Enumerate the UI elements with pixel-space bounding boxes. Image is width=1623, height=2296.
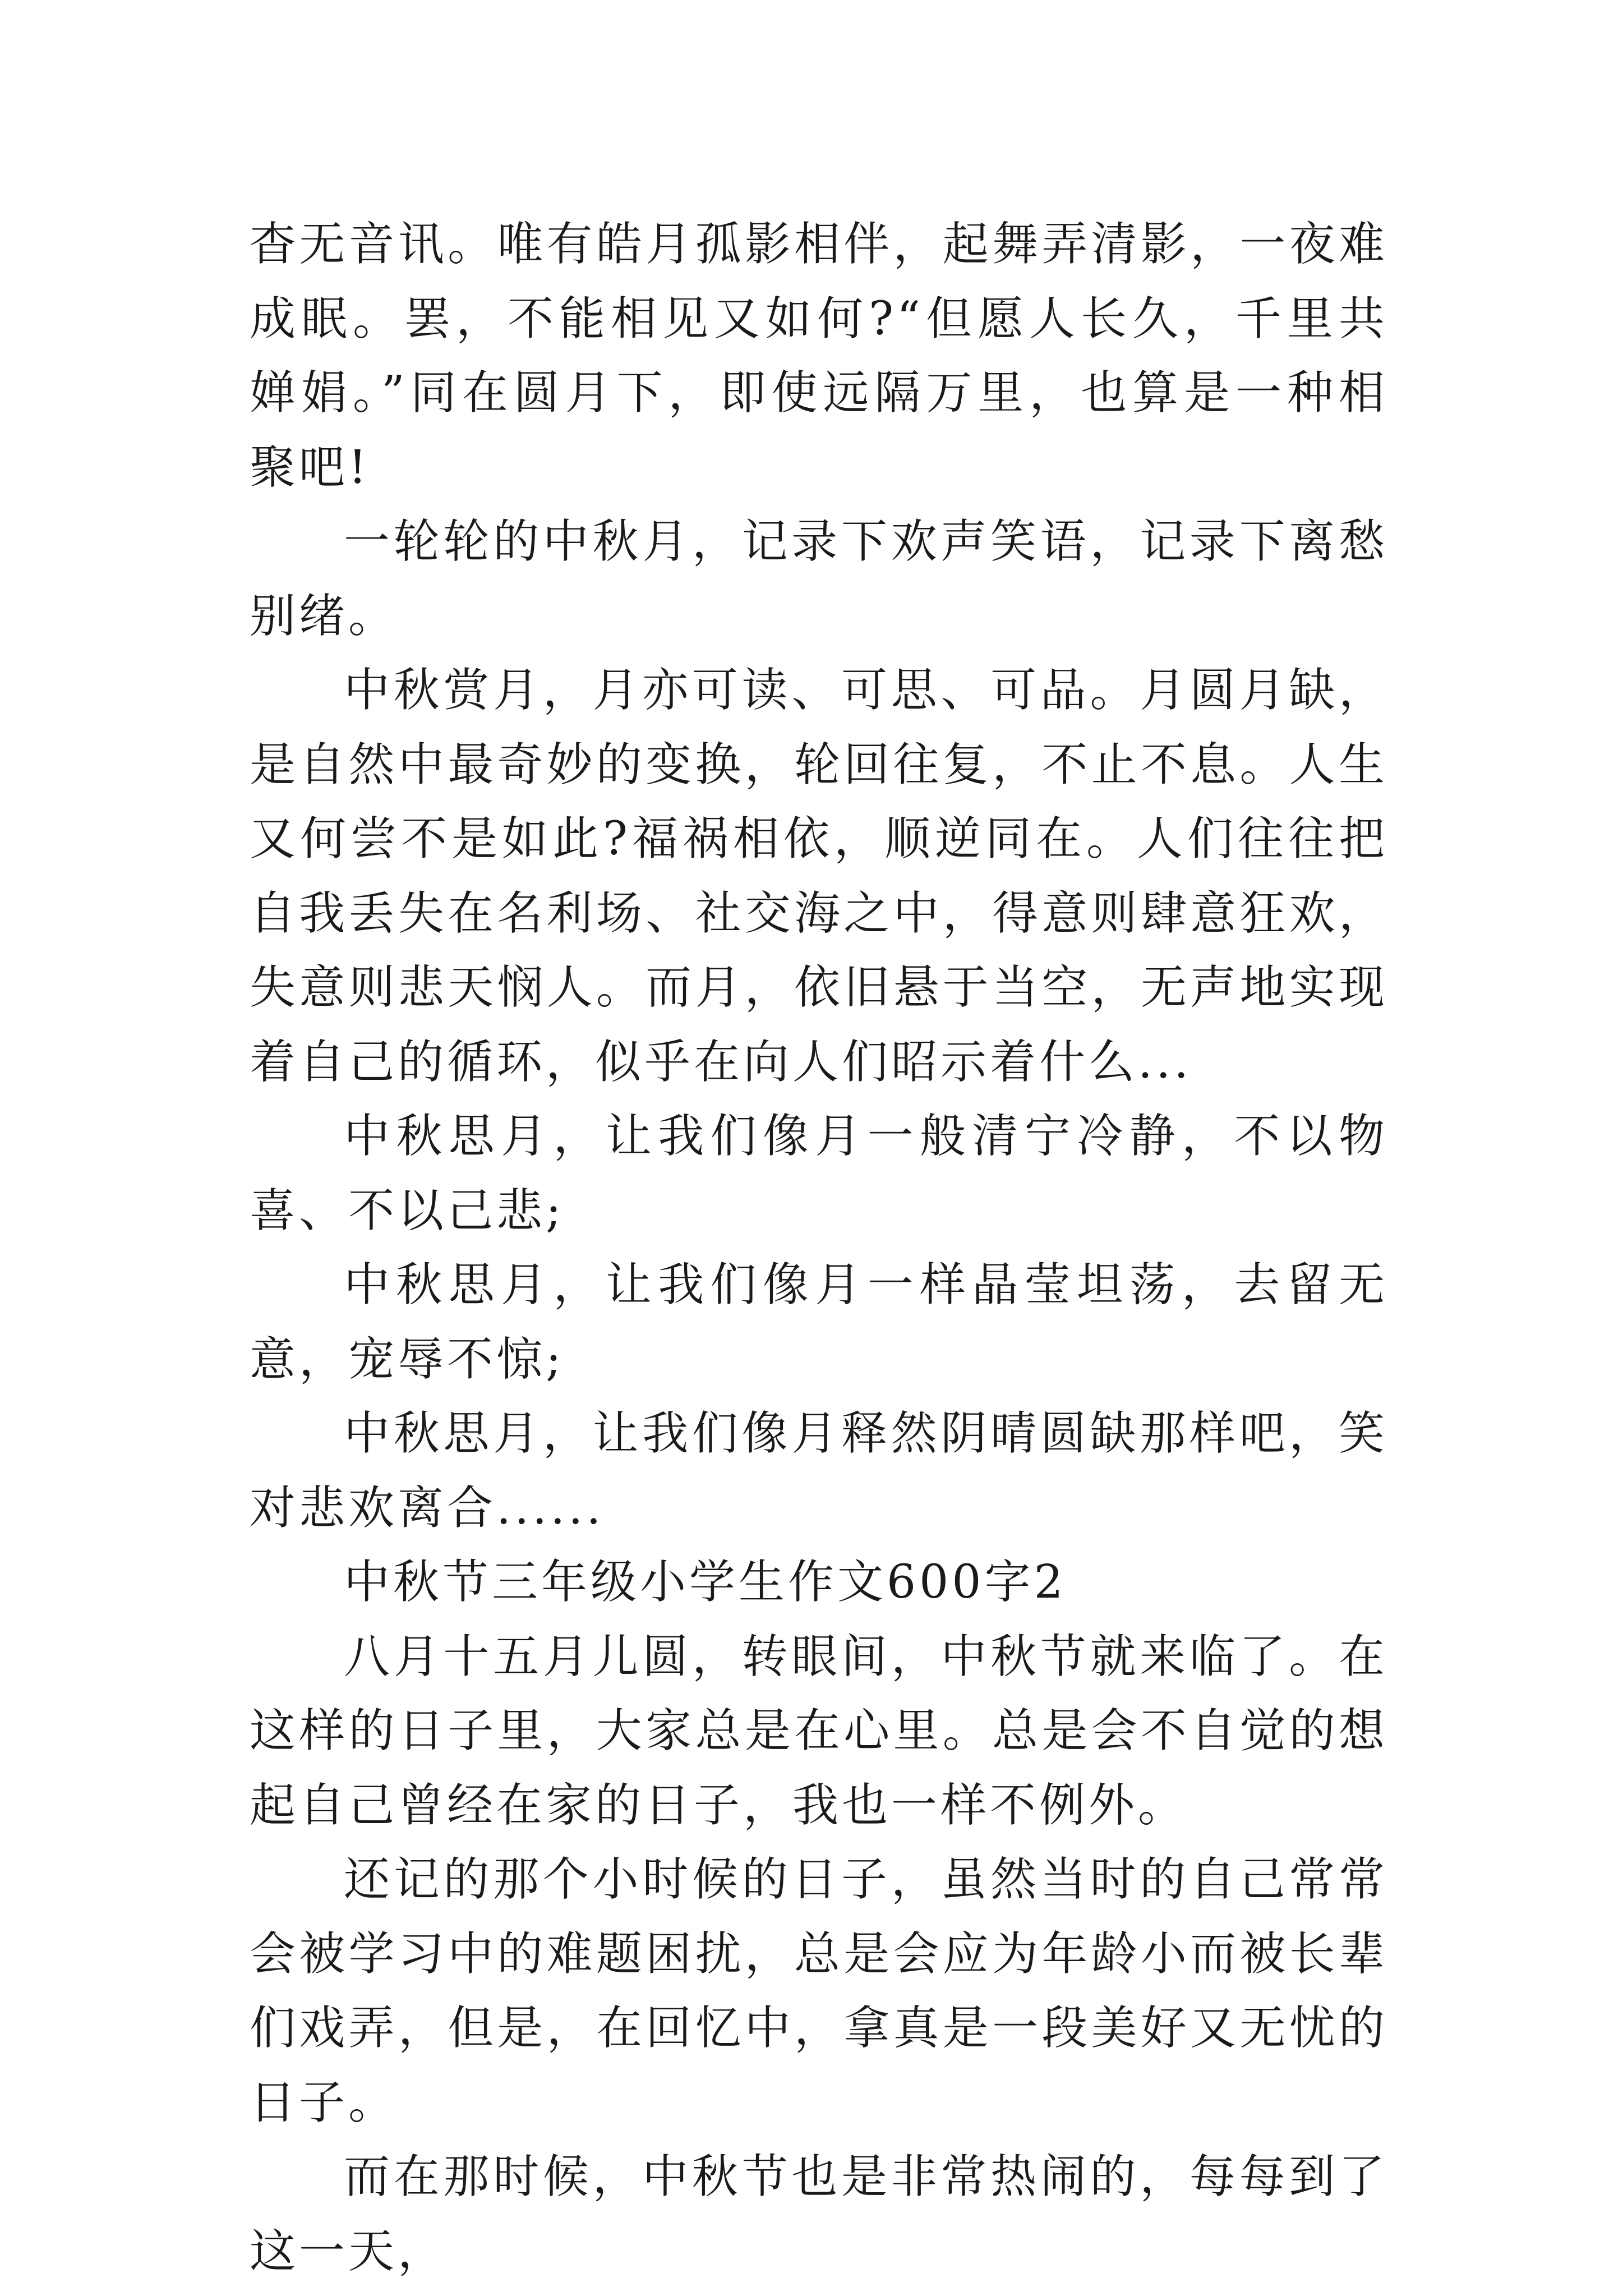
paragraph-9: 还记的那个小时候的日子，虽然当时的自己常常会被学习中的难题困扰，总是会应为年龄小而被长辈们戏弄，但是，在回忆中，拿真是一段美好又无忧的日子。 (250, 1853, 1388, 2129)
paragraph-4: 中秋思月，让我们像月一般清宁冷静，不以物喜、不以己悲; (250, 1110, 1388, 1237)
paragraph-5: 中秋思月，让我们像月一样晶莹坦荡，去留无意，宠辱不惊; (250, 1258, 1388, 1386)
section-heading: 中秋节三年级小学生作文600字2 (344, 1556, 1067, 1609)
paragraph-6: 中秋思月，让我们像月释然阴晴圆缺那样吧，笑对悲欢离合...... (250, 1407, 1388, 1535)
document-body (250, 208, 1388, 2289)
paragraph-1: 杳无音讯。唯有皓月孤影相伴，起舞弄清影，一夜难成眠。罢，不能相见又如何?“但愿人长久，千里共婵娟。”同在圆月下，即使远隔万里，也算是一种相聚吧! (250, 218, 1388, 494)
paragraph-2: 一轮轮的中秋月，记录下欢声笑语，记录下离愁别绪。 (250, 515, 1388, 643)
paragraph-3: 中秋赏月，月亦可读、可思、可品。月圆月缺，是自然中最奇妙的变换，轮回往复，不止不息。人生又何尝不是如此?福祸相依，顺逆同在。人们往往把自我丢失在名利场、社交海之中，得意则肆意狂欢，失意则悲天悯人。而月，依旧悬于当空，无声地实现着自己的循环，似乎在向人们昭示着什么... (250, 664, 1388, 1089)
paragraph-8: 八月十五月儿圆，转眼间，中秋节就来临了。在这样的日子里，大家总是在心里。总是会不自觉的想起自己曾经在家的日子，我也一样不例外。 (250, 1630, 1388, 1832)
paragraph-10: 而在那时候，中秋节也是非常热闹的，每每到了这一天， (250, 2150, 1388, 2278)
